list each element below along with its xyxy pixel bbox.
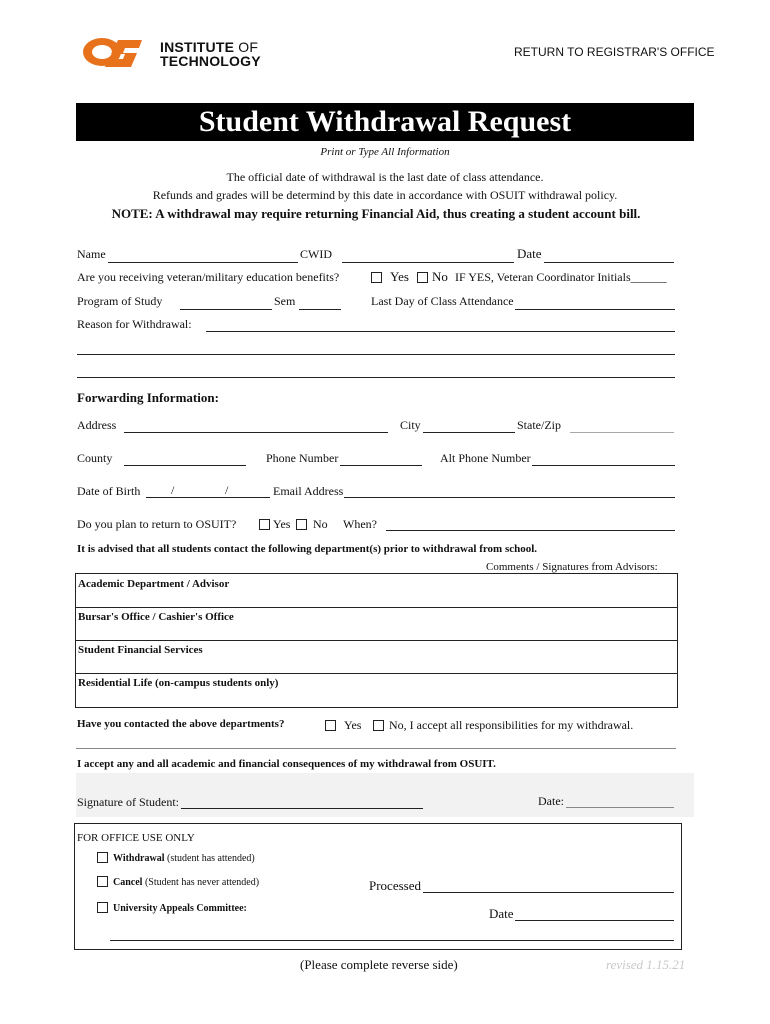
office-cancel-checkbox[interactable] <box>97 876 108 887</box>
return-no-label: No <box>313 517 328 531</box>
reason-field-1[interactable] <box>206 331 675 332</box>
office-appeals-label: University Appeals Committee: <box>113 903 247 914</box>
title-bar <box>76 103 694 141</box>
office-withdrawal-checkbox[interactable] <box>97 852 108 863</box>
contacted-no-label: No, I accept all responsibilities for my withdrawal. <box>389 718 634 732</box>
office-withdrawal-bold: Withdrawal <box>113 853 165 864</box>
office-appeals-checkbox[interactable] <box>97 902 108 913</box>
when-label: When? <box>343 517 377 531</box>
return-yes-label: Yes <box>273 517 291 531</box>
office-date-field[interactable] <box>515 920 674 921</box>
contacted-question: Have you contacted the above departments? <box>77 718 285 730</box>
processed-label: Processed <box>369 878 421 893</box>
office-withdrawal-note: (student has attended) <box>167 853 255 864</box>
cwid-label: CWID <box>300 247 332 261</box>
date-label: Date <box>517 246 542 261</box>
intro-line-2: Refunds and grades will be determind by this date in accordance with OSUIT withdrawal policy. <box>152 188 618 202</box>
dob-separator-1: / <box>171 483 175 497</box>
department-table <box>75 573 678 708</box>
name-label: Name <box>77 247 106 261</box>
veteran-coordinator-note: IF YES, Veteran Coordinator Initials______ <box>455 270 667 284</box>
dob-label: Date of Birth <box>77 484 141 498</box>
department-row[interactable] <box>76 607 677 641</box>
name-field[interactable] <box>108 262 298 263</box>
intro-line-1: The official date of withdrawal is the last date of class attendance. <box>226 170 544 184</box>
return-no-checkbox[interactable] <box>296 519 307 530</box>
alt-phone-label: Alt Phone Number <box>440 451 531 465</box>
department-row[interactable] <box>76 673 677 707</box>
department-advice: It is advised that all students contact the following department(s) prior to withdrawal from school. <box>77 543 538 555</box>
dob-separator-2: / <box>225 483 229 497</box>
office-cancel-note: (Student has never attended) <box>144 877 260 888</box>
section-divider <box>76 748 676 749</box>
city-label: City <box>400 418 421 432</box>
page-title: Student Withdrawal Request <box>198 105 572 138</box>
cwid-field[interactable] <box>342 262 514 263</box>
sem-label: Sem <box>274 294 296 308</box>
program-label: Program of Study <box>77 294 163 308</box>
return-note: RETURN TO REGISTRAR'S OFFICE <box>514 45 715 59</box>
address-label: Address <box>77 418 117 432</box>
department-row[interactable] <box>76 640 677 674</box>
veteran-no-checkbox[interactable] <box>417 272 428 283</box>
return-yes-checkbox[interactable] <box>259 519 270 530</box>
alt-phone-field[interactable] <box>532 465 675 466</box>
last-day-label: Last Day of Class Attendance <box>371 294 514 308</box>
department-row[interactable] <box>76 574 677 608</box>
revision-note: revised 1.15.21 <box>606 957 686 972</box>
reason-field-3[interactable] <box>77 377 675 378</box>
contacted-no-checkbox[interactable] <box>373 720 384 731</box>
print-instruction: Print or Type All Information <box>320 146 450 158</box>
office-withdrawal-label <box>113 853 255 864</box>
phone-field[interactable] <box>340 465 422 466</box>
city-field[interactable] <box>423 432 515 433</box>
contacted-yes-label: Yes <box>344 718 362 732</box>
logo-text-line2: TECHNOLOGY <box>160 53 261 69</box>
address-field[interactable] <box>124 432 388 433</box>
comments-label: Comments / Signatures from Advisors: <box>486 561 658 573</box>
last-day-field[interactable] <box>515 309 675 310</box>
logo-of: OF <box>238 39 259 55</box>
state-zip-label: State/Zip <box>517 418 561 432</box>
sem-field[interactable] <box>299 309 341 310</box>
financial-aid-note: NOTE: A withdrawal may require returning Financial Aid, thus creating a student account bill. <box>111 206 641 221</box>
signature-date-field[interactable] <box>566 807 674 808</box>
county-field[interactable] <box>124 465 246 466</box>
reason-label: Reason for Withdrawal: <box>77 317 192 331</box>
department-row-label: Academic Department / Advisor <box>78 578 230 590</box>
contacted-yes-checkbox[interactable] <box>325 720 336 731</box>
state-zip-field[interactable] <box>570 432 674 433</box>
department-row-label: Student Financial Services <box>78 644 203 656</box>
processed-field[interactable] <box>423 892 674 893</box>
signature-label: Signature of Student: <box>77 795 179 809</box>
logo-institute: INSTITUTE <box>160 39 235 55</box>
dob-field[interactable] <box>146 497 270 498</box>
reason-field-2[interactable] <box>77 354 675 355</box>
phone-label: Phone Number <box>266 451 339 465</box>
office-date-label: Date <box>489 906 514 921</box>
veteran-yes-checkbox[interactable] <box>371 272 382 283</box>
program-field[interactable] <box>180 309 272 310</box>
when-field[interactable] <box>386 530 675 531</box>
forwarding-heading: Forwarding Information: <box>77 390 219 405</box>
osu-logo <box>80 34 150 70</box>
email-label: Email Address <box>273 484 344 498</box>
office-bottom-line[interactable] <box>110 940 674 941</box>
office-heading: FOR OFFICE USE ONLY <box>77 832 195 844</box>
signature-date-label: Date: <box>538 794 564 808</box>
office-cancel-label <box>113 877 259 888</box>
veteran-yes-label: Yes <box>390 269 409 284</box>
osu-logo-mark <box>80 34 150 70</box>
department-row-label: Bursar's Office / Cashier's Office <box>78 611 234 623</box>
veteran-no-label: No <box>432 269 448 284</box>
reverse-side-note: (Please complete reverse side) <box>300 957 458 972</box>
return-question: Do you plan to return to OSUIT? <box>77 517 237 531</box>
veteran-question: Are you receiving veteran/military education benefits? <box>77 270 340 284</box>
signature-field[interactable] <box>181 808 423 809</box>
acceptance-statement: I accept any and all academic and financial consequences of my withdrawal from OSUIT. <box>77 758 496 770</box>
email-field[interactable] <box>344 497 675 498</box>
county-label: County <box>77 451 113 465</box>
department-row-label: Residential Life (on-campus students only) <box>78 677 279 689</box>
office-cancel-bold: Cancel <box>113 877 143 888</box>
date-field[interactable] <box>544 262 674 263</box>
